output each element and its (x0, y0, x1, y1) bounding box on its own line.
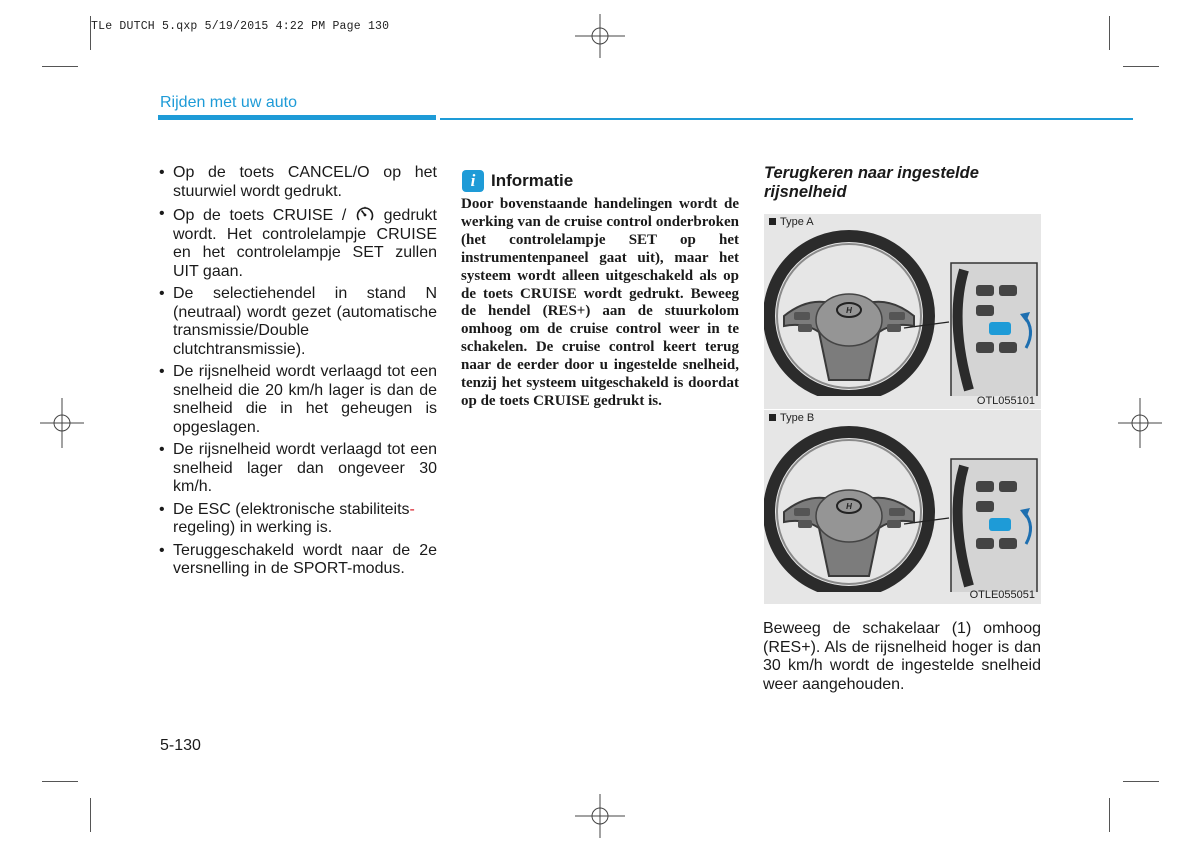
steering-wheel-icon (764, 230, 1041, 396)
figure-code: OTLE055051 (969, 589, 1035, 601)
registration-mark-icon (575, 14, 625, 58)
list-item-text: gedrukt wordt. Het controlelampje CRUISE en het controlelampje SET zullen UIT gaan. (173, 207, 438, 280)
info-title: Informatie (491, 171, 574, 190)
list-item (157, 501, 437, 538)
list-item: • De selectiehendel in stand N (neutraal) wordt gezet (automatische transmissie/Double clutchtransmissie). (157, 285, 437, 359)
info-icon: i (462, 170, 484, 192)
crop-mark (1109, 798, 1110, 832)
list-item-text: Op de toets CRUISE / (173, 207, 355, 224)
registration-mark-icon (575, 794, 625, 838)
crop-mark (42, 781, 78, 782)
list-item: • De rijsnelheid wordt verlaagd tot een snelheid lager dan ongeveer 30 km/h. (157, 441, 437, 497)
figure-type-label: Type B (769, 412, 814, 424)
crop-mark (1123, 781, 1159, 782)
print-slug: TLe DUTCH 5.qxp 5/19/2015 4:22 PM Page 130 (91, 20, 390, 33)
list-item: • Teruggeschakeld wordt naar de 2e versnelling in de SPORT-modus. (157, 542, 437, 579)
figure-type-b (764, 409, 1041, 604)
crop-mark (1123, 66, 1159, 67)
registration-mark-icon (40, 398, 84, 448)
list-item (157, 205, 437, 281)
list-item-text: De ESC (elektronische stabiliteits (173, 500, 410, 518)
hyphen-mark: - (409, 500, 415, 518)
page-number: 5-130 (160, 737, 201, 754)
figure-type-a (764, 214, 1041, 410)
figure-caption: Beweeg de schakelaar (1) omhoog (RES+). Als de rijsnelheid hoger is dan 30 km/h wordt de ingestelde snelheid weer aangehouden. (763, 620, 1041, 693)
crop-mark (1109, 16, 1110, 50)
info-body: Door bovenstaande handelingen wordt de werking van de cruise control onderbroken (het controlelampje SET op het instrumentenpaneel gaat uit), maar het systeem wordt alleen uitgeschakeld als op de toets CRUISE wordt gedrukt. Beweeg de hendel (RES+) aan de stuurkolom omhoog om de cruise control weer in te schakelen. De cruise control keert terug naar de eerder door u ingestelde snelheid, tenzij het systeem uitgeschakeld is doordat op de toets CRUISE gedrukt is. (461, 196, 739, 409)
cruise-control-icon (355, 205, 375, 223)
registration-mark-icon (1118, 398, 1162, 448)
figure-type-label: Type A (769, 216, 814, 228)
svg-text:H: H (846, 502, 852, 511)
steering-wheel-icon (764, 426, 1041, 592)
svg-text:H: H (846, 306, 852, 315)
header-rule (440, 118, 1133, 120)
info-header (462, 170, 573, 192)
section-title: Rijden met uw auto (160, 94, 297, 111)
crop-mark (42, 66, 78, 67)
header-rule (158, 115, 436, 120)
figure-code: OTL055101 (976, 395, 1035, 407)
list-item-text: regeling) in werking is. (173, 519, 333, 536)
subsection-heading: Terugkeren naar ingestelde rijsnelheid (764, 164, 979, 201)
list-item: • Op de toets CANCEL/O op het stuurwiel wordt gedrukt. (157, 164, 437, 201)
bullet-list (157, 164, 437, 583)
crop-mark (90, 798, 91, 832)
list-item: • De rijsnelheid wordt verlaagd tot een snelheid die 20 km/h lager is dan de snelheid die in het geheugen is opgeslagen. (157, 363, 437, 437)
